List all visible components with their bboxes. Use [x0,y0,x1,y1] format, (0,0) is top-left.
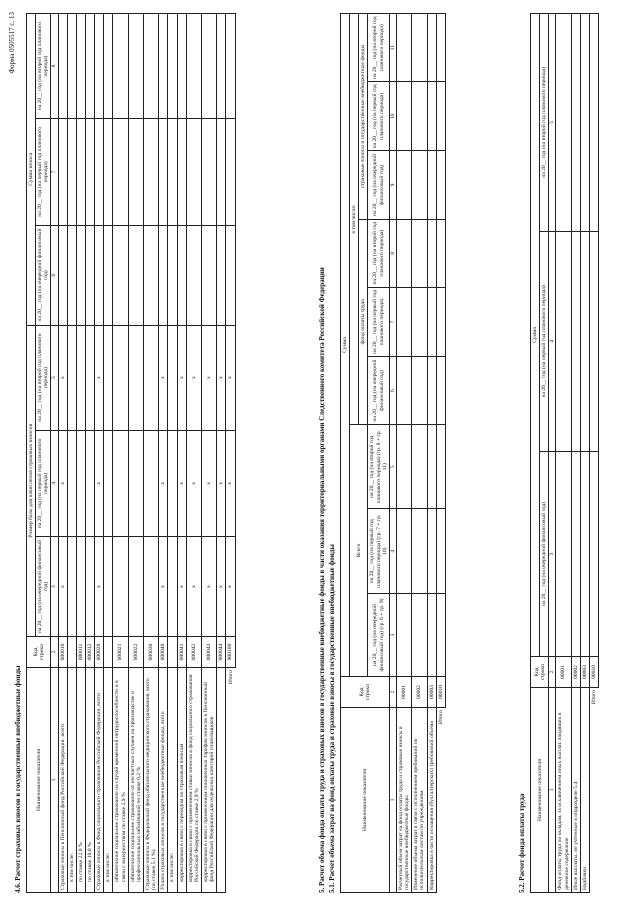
year-header: на 20__ год (на очередной финансовый год) [368,356,389,424]
itog-row [436,14,445,893]
table-row [177,14,186,893]
cell [412,287,427,356]
cell [556,452,571,657]
column-index-row: 1 2 3 4 5 [549,14,556,893]
cell [168,119,177,225]
cell [67,325,76,430]
cell [396,594,411,677]
cell [67,537,76,637]
cell [427,14,436,82]
cell [201,14,216,119]
cell [396,82,411,151]
itog-code: 900100 [226,637,235,668]
row-code: 000030 [143,637,158,668]
row-code: 00001 [556,657,571,688]
cell [95,14,104,119]
cell [396,356,411,424]
year-header: на 20__ год (на первый год планового периода) [36,430,51,536]
cell [159,14,168,119]
itog-row [589,14,598,893]
row-code: 000044 [217,637,226,668]
row-code: 000021 [113,637,128,668]
cell [168,537,177,637]
table-row [104,14,113,893]
row-code [168,637,177,668]
cell [412,219,427,287]
column-index-row: 1 2 3 4 5 6 7 8 [51,14,58,893]
row-label: корректировка в связи с применением ставки взносов в фонд социального страхования Российской Федерации по ставке 2,9 % [186,668,201,893]
cell [427,82,436,151]
row-label: Иные выплаты, не учтенные в подразделе 5.4 [571,688,580,893]
row-code: 000043 [201,637,216,668]
cell [128,14,143,119]
row-label: обязательное социальное страхование на случай временной нетрудоспособности и в связи с материнством по ставке 2,9 % [113,668,128,893]
row-code: 000010 [58,637,67,668]
section-51-title: 5.1. Расчет объема затрат на фонд оплаты труда и страховые взносы в государственные внебюджетные фонды [328,544,336,893]
year-header: на 20__ год (на очередной финансовый год) [540,452,549,657]
itog-code: 00010 [589,657,598,688]
cell [128,225,143,325]
cell [186,119,201,225]
row-label: в том числе: [104,668,113,893]
cell [201,119,216,225]
cell [427,151,436,219]
row-code: 00003 [580,657,589,688]
cell [85,325,94,430]
cell [159,119,168,225]
cell [143,14,158,119]
row-code: 000020 [95,637,104,668]
cell [67,430,76,536]
cell [143,430,158,536]
cell [427,219,436,287]
table-row [412,14,427,893]
cell [76,225,85,325]
cell: x [177,325,186,430]
cell [159,225,168,325]
cell [571,231,580,451]
cell [113,325,128,430]
itog-label: Итого [437,710,444,725]
table-46 [26,13,236,893]
cell: x [58,537,67,637]
cell [201,225,216,325]
row-label: в том числе: [67,668,76,893]
row-label: корректировка в связи с применением пониженных тарифов взносов в Пенсионный фонд Российской Федерации для отдельных категорий плательщиков [201,668,216,893]
cell [76,14,85,119]
cell [113,537,128,637]
cell: x [201,325,216,430]
table-51 [340,13,446,893]
row-label [217,668,226,893]
cell [427,287,436,356]
cell [168,325,177,430]
cell [143,537,158,637]
row-label: Страховые взносы в Фонд социального страхования Российской Федерации, всего [95,668,104,893]
cell [67,225,76,325]
row-code: 000040 [159,637,168,668]
cell [427,594,436,677]
table-row [427,14,436,893]
cell [186,225,201,325]
col-code-header: Код строки [27,637,51,668]
cell [168,14,177,119]
section-52-title: 5.2. Расчет фонда оплаты труда [518,793,526,893]
cell: x [58,430,67,536]
cell: x [159,537,168,637]
cell [412,594,427,677]
year-header: на 20__ год (на очередной финансовый год) [36,537,51,637]
row-label: по ставке 22,0 % [76,668,85,893]
cell: x [186,430,201,536]
row-code [67,637,76,668]
itog-label: Итого [591,690,598,705]
cell [427,425,436,509]
cell [427,356,436,424]
cell [76,537,85,637]
cell [412,356,427,424]
cell [396,219,411,287]
itog-row: Итого 900100 x x x [226,14,235,893]
cell [177,119,186,225]
table-row [186,14,201,893]
cell [128,119,143,225]
cell [76,325,85,430]
cell [177,14,186,119]
cell [104,14,113,119]
table-row [571,14,580,893]
cell [104,119,113,225]
cell: x [95,430,104,536]
cell: x [159,325,168,430]
row-label: в том числе: [168,668,177,893]
cell [412,82,427,151]
col-code-header: Код строки [531,657,549,688]
row-label: Корректировка в части оснащения (бухгалтерских) требований объема [427,708,436,893]
row-code: 00002 [571,657,580,688]
base-header: Размер базы для начисления страховых взносов [27,325,36,636]
cell [168,430,177,536]
cell: x [217,537,226,637]
table-row [85,14,94,893]
cell: x [217,325,226,430]
column-index-row: 1 2 3 4 5 6 7 8 9 10 11 [389,14,396,893]
cell: x [58,325,67,430]
itog-code: 00010 [436,677,445,708]
fot-header: фонд оплаты труда [359,219,368,425]
cell: x [177,430,186,536]
section-46-title: 4.6. Расчет страховых взносов в государственные внебюджетные фонды [14,665,22,893]
cell [217,14,226,119]
col-name-header: Наименование показателя [27,668,51,893]
cell [76,119,85,225]
form-code: Форма 0505517 с. 13 [8,12,16,74]
cell [396,287,411,356]
cell: x [186,325,201,430]
sum-header: Сумма [531,14,540,657]
row-label: Уплата страховых взносов в государственные внебюджетные фонды, всего [159,668,168,893]
cell: x [217,430,226,536]
cell [58,14,67,119]
row-code: 000041 [177,637,186,668]
year-header: на 20__ год (на первый год планового периода) [368,82,389,151]
table-row [95,14,104,893]
cell [217,119,226,225]
row-code [104,637,113,668]
table-row [67,14,76,893]
cell [143,119,158,225]
year-header: на 20__ год (на второй год планового периода) (гр. 8 + гр. 11) [368,425,389,509]
row-label: Расчетный объем затрат на фонд оплаты труда и страховые взносы в государственные внебюджетные фонды [396,708,411,893]
cell [95,119,104,225]
cell [580,231,589,451]
year-header: на 20__ год (на очередной финансовый год) [36,225,51,325]
cell [396,509,411,594]
year-header: на 20__ год (на второй год планового периода) [368,14,389,82]
cell [427,509,436,594]
cell: x [95,325,104,430]
cell [113,14,128,119]
cell [556,14,571,232]
table-row [396,14,411,893]
year-header: на 20__ год (на первый год планового периода) [368,287,389,356]
cell [104,325,113,430]
row-label: Надбавки [580,688,589,893]
col-name-header: Наименование показателя [341,708,390,893]
table-row [128,14,143,893]
section-5-title: 5. Расчет объема фонда оплаты труда и страховых взносов в государственные внебюджетные фонды в части оказания территориальными органами Следственного комитета Российской Федерации [318,267,326,893]
cell [104,225,113,325]
year-header: на 20__ год (на второй год планового периода) [540,14,549,232]
row-code: 000012 [85,637,94,668]
row-code: 00003 [427,677,436,708]
cell [104,430,113,536]
table-row [58,14,67,893]
year-header: на 20__ год (на первый год планового периода) [36,119,51,225]
row-label: корректировка в связи с переходом по страховым взносам [177,668,186,893]
cell [412,151,427,219]
sum-header: Сумма [341,14,350,677]
cell [95,225,104,325]
cell [217,225,226,325]
row-label: обязательное социальное страхование от несчастных случаев на производстве и профессиональных заболеваний по ставке 0,2 % [128,668,143,893]
row-code: 00001 [396,677,411,708]
year-header: на 20__ год (на второй год планового периода) [368,219,389,287]
table-row [143,14,158,893]
cell [85,119,94,225]
table-row [113,14,128,893]
cell: x [186,537,201,637]
cell [580,452,589,657]
col-name-header: Наименование показателя [531,688,549,893]
cell [571,452,580,657]
cell [76,430,85,536]
sum-header: Сумма взноса [27,14,36,326]
cell [143,325,158,430]
cell [104,537,113,637]
insurance-header: страховые взносы в государственные внебюджетные фонды [359,14,368,220]
row-code: 00002 [412,677,427,708]
cell [128,325,143,430]
cell: x [201,430,216,536]
cell [571,14,580,232]
row-label: по ставке 10,0 % [85,668,94,893]
cell [85,225,94,325]
cell [186,14,201,119]
year-header: на 20__ год (на очередной финансовый год) (гр. 6 + гр. 9) [368,594,389,677]
cell [143,225,158,325]
row-code: 000022 [128,637,143,668]
cell [113,225,128,325]
cell [412,14,427,82]
cell [412,509,427,594]
total-header: Всего [350,425,368,677]
cell: x [159,430,168,536]
cell [396,14,411,82]
cell [58,225,67,325]
cell [556,231,571,451]
year-header: на 20__ год (на первый год планового периода) (гр. 7 + гр. 10) [368,509,389,594]
year-header: на 20__ год (на второй год планового периода) [36,14,51,119]
row-label: Изменение объема затрат в связи с исполнением требований по исполнительным листам по учреждениям [412,708,427,893]
incl-header: в том числе: [350,14,359,425]
row-label: Страховые взносы в Пенсионный фонд Российской Федерации, всего [58,668,67,893]
col-code-header: Код строки [341,677,390,708]
row-label: Фонд оплаты труда по окладам, за исключением иных выплат, входящих в денежное содержание [556,688,571,893]
table-52 [530,13,599,893]
cell: x [177,537,186,637]
cell [67,119,76,225]
cell [396,425,411,509]
year-header: на 20__ год (на очередной финансовый год) [368,151,389,219]
table-row [556,14,571,893]
cell [113,430,128,536]
itog-label: Итого [227,670,234,685]
table-row [168,14,177,893]
cell [580,14,589,232]
cell: x [95,537,104,637]
cell [85,537,94,637]
cell [67,14,76,119]
table-row [76,14,85,893]
cell [412,425,427,509]
table-row [580,14,589,893]
row-code: 000042 [186,637,201,668]
table-row [217,14,226,893]
cell [177,225,186,325]
cell [168,225,177,325]
cell: x [201,537,216,637]
row-code: 000011 [76,637,85,668]
table-row [201,14,216,893]
year-header: на 20__ год (на второй год планового периода) [36,325,51,430]
cell [128,430,143,536]
cell [85,430,94,536]
cell [128,537,143,637]
cell [85,14,94,119]
cell [58,119,67,225]
table-row [159,14,168,893]
year-header: на 20__ год (на первый год планового периода) [540,231,549,451]
row-label: Страховые взносы в Федеральный фонд обязательного медицинского страхования, всего (по ставке 5,1 %) [143,668,158,893]
cell [396,151,411,219]
cell [113,119,128,225]
